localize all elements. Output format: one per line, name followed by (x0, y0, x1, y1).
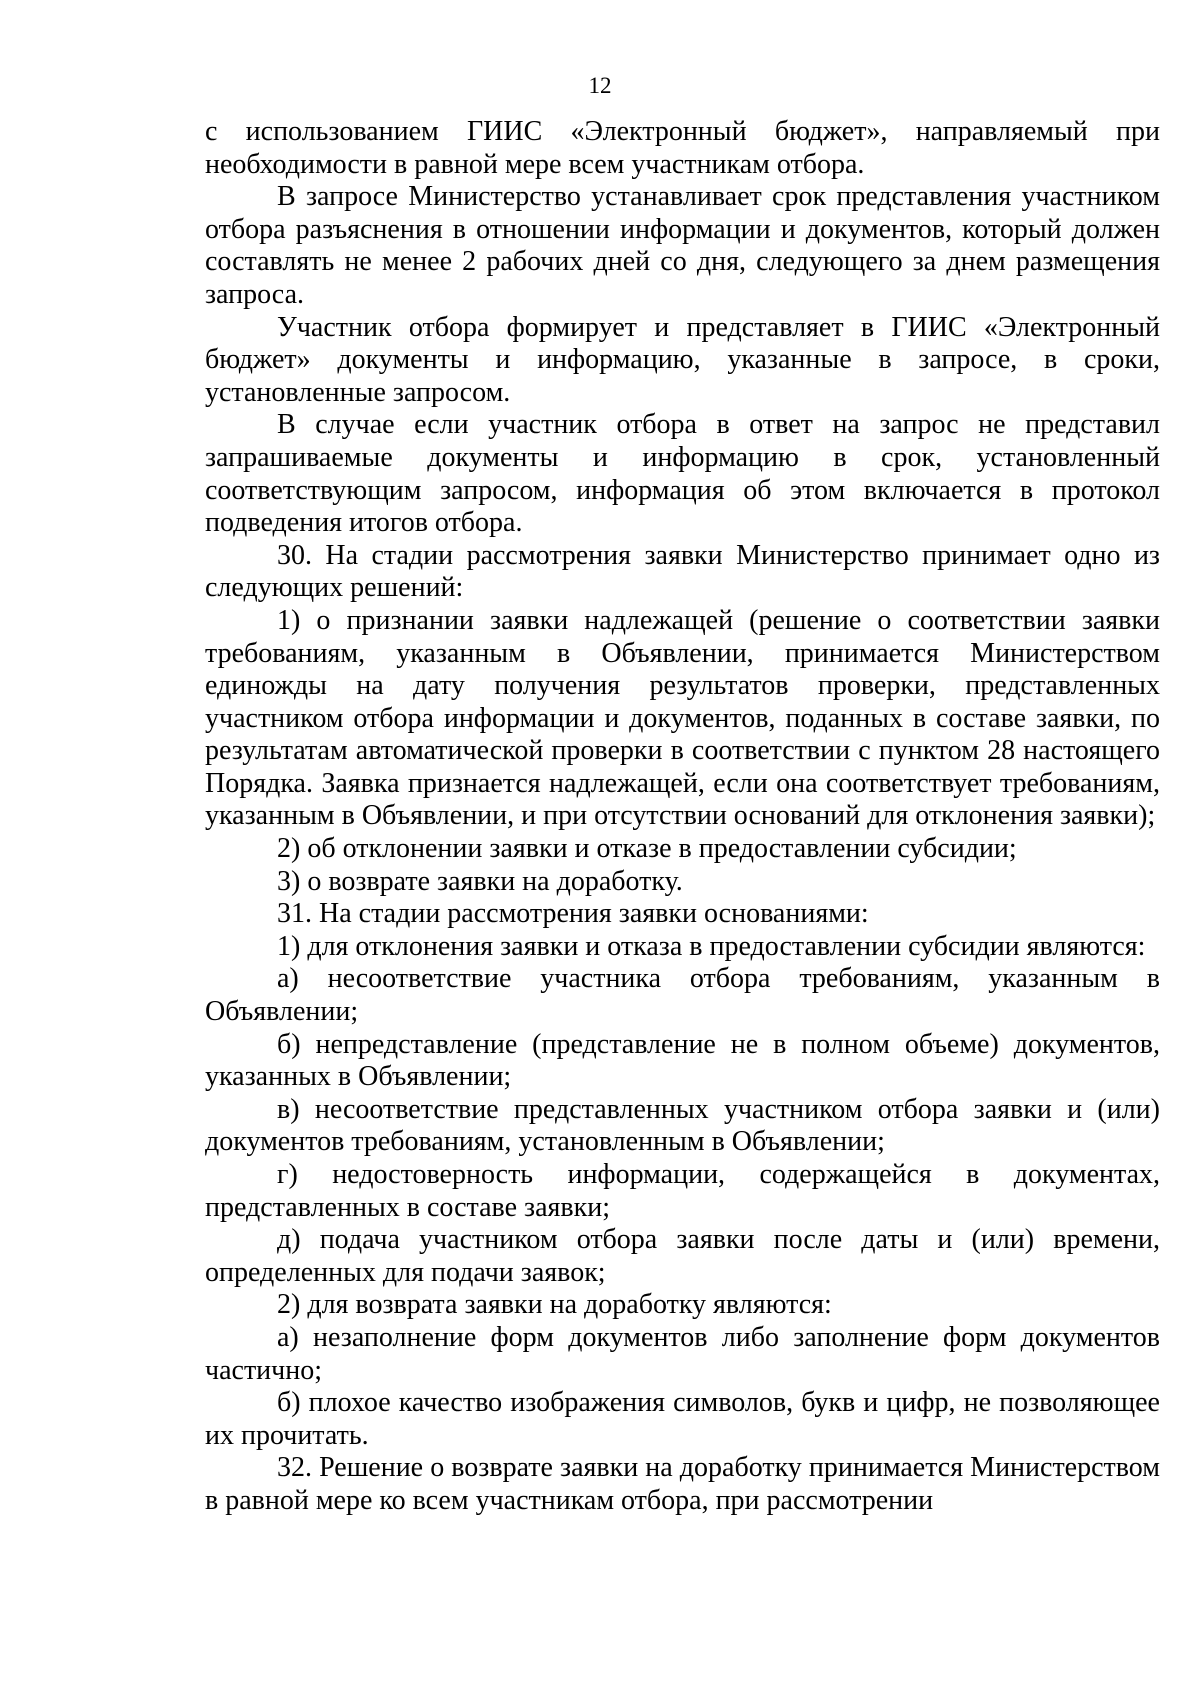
paragraph-item-31-2-b: б) плохое качество изображения символов, букв и цифр, не позволяющее их прочитать. (205, 1387, 1160, 1451)
page-number: 12 (588, 73, 612, 98)
paragraph-item-30: 30. На стадии рассмотрения заявки Министерство принимает одно из следующих решений: (205, 539, 1160, 604)
paragraph-item-30-3: 3) о возврате заявки на доработку. (277, 865, 683, 897)
paragraph-not-submitted: В случае если участник отбора в ответ на запрос не представил запрашиваемые документы и информацию в срок, установленный соответствующим запросом, информация об этом включается в протокол подведения итогов отбора. (205, 409, 1160, 539)
paragraph-item-31-2-a: а) незаполнение форм документов либо заполнение форм документов частично; (205, 1321, 1160, 1386)
paragraph-item-31-1: 1) для отклонения заявки и отказа в предоставлении субсидии являются: (277, 930, 1146, 962)
paragraph-item-31-2: 2) для возврата заявки на доработку являются: (277, 1289, 832, 1321)
paragraph-item-30-2: 2) об отклонении заявки и отказе в предоставлении субсидии; (277, 833, 1017, 865)
paragraph-item-31-1-v: в) несоответствие представленных участником отбора заявки и (или) документов требованиям, установленным в Объявлении; (205, 1093, 1160, 1158)
paragraph-item-31-1-b: б) непредставление (представление не в полном объеме) документов, указанных в Объявлении; (205, 1028, 1160, 1093)
paragraph-item-32: 32. Решение о возврате заявки на доработку принимается Министерством в равной мере ко всем участникам отбора, при рассмотрении (205, 1452, 1160, 1516)
paragraph-item-31-1-a: а) несоответствие участника отбора требованиям, указанным в Объявлении; (205, 963, 1160, 1028)
document-body (205, 116, 1160, 1518)
paragraph-item-31: 31. На стадии рассмотрения заявки основаниями: (277, 898, 869, 930)
paragraph-item-31-1-d: д) подача участником отбора заявки после даты и (или) времени, определенных для подачи заявок; (205, 1224, 1160, 1288)
paragraph-item-31-1-g: г) недостоверность информации, содержащейся в документах, представленных в составе заявки; (205, 1159, 1160, 1223)
paragraph-participant-submission: Участник отбора формирует и представляет в ГИИС «Электронный бюджет» документы и информацию, указанные в запросе, в сроки, установленные запросом. (205, 311, 1160, 408)
paragraph-request-deadline: В запросе Министерство устанавливает срок представления участником отбора разъяснения в отношении информации и документов, который должен составлять не менее 2 рабочих дней со дня, следующего за днем размещения запроса. (205, 181, 1160, 310)
paragraph-continuation: с использованием ГИИС «Электронный бюджет», направляемый при необходимости в равной мере всем участникам отбора. (205, 116, 1160, 180)
paragraph-item-30-1: 1) о признании заявки надлежащей (решение о соответствии заявки требованиям, указанным в Объявлении, принимается Министерством единожды на дату получения результатов проверки, представленных участником отбора информации и документов, поданных в составе заявки, по результатам автоматической проверки в соответствии с пунктом 28 настоящего Порядка. Заявка признается надлежащей, если она соответствует требованиям, указанным в Объявлении, и при отсутствии оснований для отклонения заявки); (205, 604, 1160, 832)
